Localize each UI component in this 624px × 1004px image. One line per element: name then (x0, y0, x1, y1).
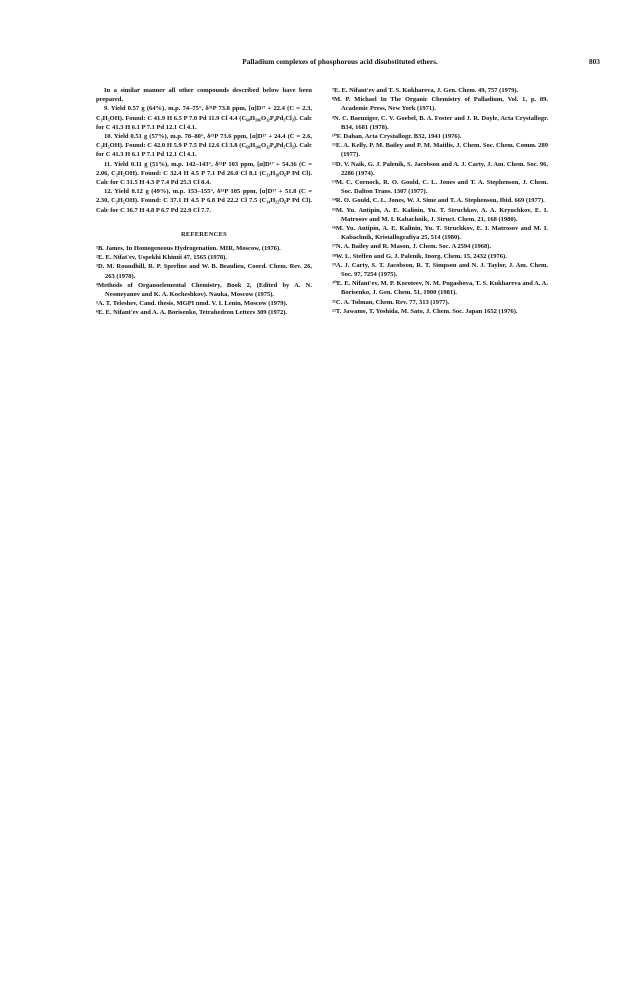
reference-item: ³D. M. Roundhill, R. P. Sperline and W. B. Beaulieu, Coord. Chem. Rev. 26, 263 (1978). (96, 263, 312, 280)
reference-item: ¹³M. C. Cornock, R. O. Gould, C. L. Jones and T. A. Stephenson, J. Chem. Soc. Dalton Trans. 1307 (1977). (332, 179, 548, 196)
reference-item: ¹²D. V. Naik, G. J. Palenik, S. Jacobson and A. J. Carty, J. Am. Chem. Soc. 96, 2286 (1974). (332, 160, 548, 177)
references-heading: REFERENCES (181, 230, 227, 238)
reference-item: ¹B. James, In Homogeneous Hydrogenation. MIR, Moscow, (1976). (96, 245, 281, 253)
running-title: Palladium complexes of phosphorous acid disubstituted ethers. (242, 57, 438, 66)
reference-item: ⁸M. P. Michael In The Organic Chemistry of Palladium, Vol. 1, p. 89. Academic Press, New York (1971). (332, 96, 548, 113)
compound-10-paragraph: 10. Yield 0.51 g (57%), m.p. 78–80°, δ³¹P 73.6 ppm, [α]D¹⁷ + 24.4 (C = 2.6, C₂H₅OH). Found: C 42.0 H 5.9 P 7.5 Pd 12.6 Cl 3.8 (C₆₀H₁₀₆O₃₂P₄Pd₂Cl₂). Calc for C 41.3 H 6.1 P 7.1 Pd 12.1 Cl 4.1. (96, 133, 312, 159)
reference-item: ²¹C. A. Tolman, Chem. Rev. 77, 313 (1977). (332, 298, 450, 306)
page-number: 803 (589, 57, 600, 66)
left-column (96, 86, 312, 318)
reference-item: ⁵A. T. Teleshev, Cand. thesis, MGPI nmd. V. I. Lenin, Moscow (1979). (96, 300, 288, 308)
reference-item: ⁷E. E. Nifant'ev and T. S. Kukhareva, J. Gen. Chem. 49, 757 (1979). (332, 87, 519, 94)
reference-item: ⁴Methods of Organoelemental Chemistry, Book 2, (Edited by A. N. Nesmeyanov and K. A. Kocheshkov). Nauka, Moscow (1975). (96, 281, 312, 299)
reference-item: ²⁰E. E. Nifant'ev, M. P. Koroteev, N. M. Pugashova, T. S. Kukhareva and A. A. Borisenko, J. Gen. Chem. 51, 1900 (1981). (332, 280, 548, 297)
reference-item: ⁶E. E. Nifant'ev and A. A. Borisenko, Tetrahedron Letters 309 (1972). (96, 309, 288, 317)
reference-item: ¹¹E. A. Kelly, P. M. Bailey and P. M. Maitlis, J. Chem. Soc. Chem. Comm. 289 (1977). (332, 142, 548, 159)
intro-paragraph: In a similar manner all other compounds described below have been prepared. (96, 87, 312, 104)
reference-item: ²²T. Jawame, T. Yoshida, M. Sato, J. Chem. Soc. Japan 1652 (1976). (332, 307, 518, 315)
reference-item: ¹⁸W. L. Steffen and G. J. Palenik, Inorg. Chem. 15, 2432 (1976). (332, 252, 507, 260)
compound-11-paragraph: 11. Yield 0.11 g (51%), m.p. 142–143°, δ³¹P 103 ppm, [α]D¹⁷ + 54.36 (C = 2.06, C₂H₅OH). Found: C 32.4 H 4.5 P 7.1 Pd 26.0 Cl 8.1 (C₁₁H₁₈O₆P Pd Cl). Calc for C 31.5 H 4.3 P 7.4 Pd 25.3 Cl 8.4. (96, 160, 312, 187)
reference-item: ¹⁴R. O. Gould, C. L. Jones, W. J. Sime and T. A. Stephenson, Ibid. 669 (1977). (332, 197, 545, 205)
reference-item: ¹⁶M. Yu. Antipin, A. E. Kalinin, Yu. T. Struchkov, E. I. Matrosov and M. I. Kabachnik, Kristallografiya 25, 514 (1980). (332, 225, 548, 242)
right-column (332, 86, 548, 316)
reference-item: ¹⁷N. A. Bailey and R. Mason, J. Chem. Soc. A 2594 (1968). (332, 243, 492, 251)
reference-item: ²E. E. Nifat'ev, Uspekhi Khimii 47, 1565 (1978). (96, 254, 227, 262)
reference-item: ¹⁵M. Yu. Antipin, A. E. Kalinin, Yu. T. Struchkov, A. A. Kryuchkov, E. I. Matrosov and M. I. Kabachnik, J. Struct. Chem. 21, 168 (1980). (332, 206, 548, 223)
compound-12-paragraph: 12. Yield 0.12 g (49%), m.p. 153–155°, δ³¹P 105 ppm, [α]D¹⁷ + 51.8 (C = 2.30, C₂H₅OH). Found: C 37.1 H 4.5 P 6.8 Pd 22.2 Cl 7.5 (C₁₄H₂₂O₆P Pd Cl). Calc for C 36.7 H 4.8 P 6.7 Pd 22.9 Cl 7.7. (96, 188, 312, 214)
reference-item: ¹⁹A. J. Carty, S. T. Jacobson, R. T. Simpson and N. J. Taylor, J. Am. Chem. Soc. 97, 7254 (1975). (332, 261, 548, 279)
reference-item: ⁹N. C. Baenziger, C. V. Goebel, B. A. Foster and J. R. Doyle, Acta Crystallogr. B34, 1681 (1978). (332, 114, 548, 131)
reference-item: ¹⁰F. Dahan, Acta Crystallogr. B32, 1941 (1976). (332, 133, 462, 141)
compound-9-paragraph: 9. Yield 0.57 g (64%), m.p. 74–75°, δ³¹P 73.8 ppm, [α]D¹⁷ + 22.4 (C = 2.3, C₂H₅OH). Found: C 41.9 H 6.5 P 7.0 Pd 11.9 Cl 4.4 (C₆₀H₁₀₆O₃₂P₄Pd₂Cl₂). Calc for C 41.3 H 6.1 P 7.1 Pd 12.1 Cl 4.1. (96, 105, 312, 131)
